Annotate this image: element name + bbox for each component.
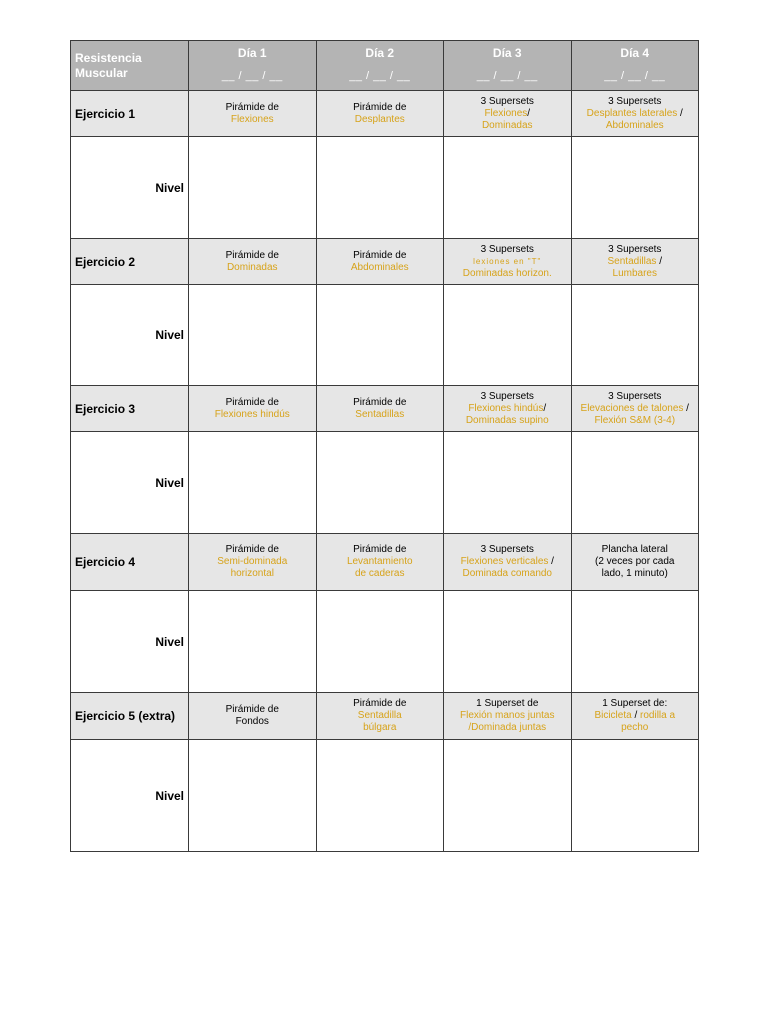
level-label: Nivel [71,740,189,852]
level-input-cell-day-1[interactable] [189,137,317,239]
level-input-cell-day-3[interactable] [444,740,572,852]
day-4-name: Día 4 [620,45,650,60]
exercise-text: Pirámide de [225,704,279,715]
exercise-row [71,693,699,740]
exercise-name-text: Abdominales [350,261,409,273]
day-2-date: __ / __ / __ [349,69,411,82]
exercise-cell-line [317,710,444,722]
exercise-name-text: rodilla a [640,710,676,721]
level-input-cell-day-1[interactable] [189,740,317,852]
exercise-cell-line [444,403,571,415]
exercise-cell-day-4 [571,91,699,137]
exercise-cell-day-1 [189,534,317,591]
day-1-header [189,41,317,91]
exercise-cell-line [444,268,571,280]
exercise-text: Pirámide de [225,249,279,261]
exercise-cell-line [317,698,444,710]
exercise-cell-line [444,698,571,710]
exercise-name-text: Dominadas [481,119,533,131]
exercise-cell-line [444,722,571,734]
exercise-cell-line [572,120,699,132]
level-input-cell-day-1[interactable] [189,285,317,386]
routine-table [70,40,699,852]
exercise-cell-day-3 [444,91,572,137]
exercise-text: Pirámide de [353,101,407,113]
exercise-cell-line [444,710,571,722]
day-1-date: __ / __ / __ [221,69,283,82]
exercise-cell-line [317,409,444,421]
exercise-text: Pirámide de [225,544,279,555]
exercise-cell-day-4 [571,693,699,740]
exercise-cell-day-3 [444,239,572,285]
exercise-cell-line [444,108,571,120]
exercise-name-text: Bicicleta [594,710,632,721]
exercise-cell-line [572,96,699,108]
exercise-cell-line [317,262,444,274]
exercise-name-text: Flexiones hindús [468,402,544,414]
level-row [71,285,699,386]
exercise-cell-line [572,268,699,280]
exercise-name-text: lexiones en "T" [473,256,542,266]
exercise-cell-line [572,556,699,568]
exercise-cell-day-2 [316,534,444,591]
exercise-text: 3 Supersets [608,243,662,255]
exercise-text: (2 veces por cada [595,556,675,567]
exercise-name-text: Desplantes [354,113,405,125]
exercise-name-text: Flexión S&M (3-4) [594,414,676,426]
exercise-label: Ejercicio 2 [71,239,189,285]
exercise-text: 3 Supersets [480,95,534,107]
exercise-row [71,534,699,591]
exercise-name-text: /Dominada juntas [468,722,547,733]
exercise-text: / [683,402,689,414]
exercise-cell-line [572,698,699,710]
day-2-header [316,41,444,91]
day-3-name: Día 3 [492,45,522,60]
level-input-cell-day-3[interactable] [444,285,572,386]
exercise-label: Ejercicio 3 [71,386,189,432]
exercise-cell-line [189,704,316,716]
level-row [71,432,699,534]
table-title-line-2: Muscular [75,65,128,80]
exercise-cell-line [189,397,316,409]
exercise-cell-line [444,96,571,108]
exercise-name-text: Abdominales [605,119,664,131]
day-1-name: Día 1 [237,45,267,60]
header-row [71,41,699,91]
exercise-text: 3 Supersets [608,95,662,107]
exercise-cell-day-1 [189,693,317,740]
exercise-cell-line [317,397,444,409]
exercise-label: Ejercicio 1 [71,91,189,137]
exercise-text: / [677,107,683,119]
exercise-text: 3 Supersets [608,390,662,402]
level-label: Nivel [71,432,189,534]
exercise-label: Ejercicio 4 [71,534,189,591]
level-input-cell-day-4[interactable] [571,137,699,239]
exercise-cell-line [572,256,699,268]
exercise-text: Pirámide de [353,249,407,261]
exercise-text: Plancha lateral [601,544,668,555]
exercise-name-text: Flexiones [230,113,274,125]
exercise-cell-day-2 [316,386,444,432]
exercise-name-text: búlgara [363,722,397,733]
exercise-text: / [543,402,547,414]
exercise-name-text: horizontal [230,568,274,579]
exercise-cell-day-2 [316,239,444,285]
exercise-cell-day-3 [444,386,572,432]
exercise-cell-line [572,568,699,580]
exercise-cell-day-1 [189,386,317,432]
exercise-cell-line [572,244,699,256]
exercise-name-text: Desplantes laterales [586,107,678,119]
exercise-cell-line [444,544,571,556]
exercise-name-text: Sentadilla [357,710,402,721]
exercise-cell-line [317,722,444,734]
level-input-cell-day-2[interactable] [316,740,444,852]
level-row [71,740,699,852]
exercise-cell-line [189,544,316,556]
exercise-name-text: Flexión manos juntas [460,710,555,721]
exercise-cell-line [317,568,444,580]
exercise-name-text: Dominadas supino [465,414,549,426]
day-4-date: __ / __ / __ [604,69,666,82]
exercise-cell-day-3 [444,534,572,591]
exercise-label: Ejercicio 5 (extra) [71,693,189,740]
level-input-cell-day-2[interactable] [316,591,444,693]
exercise-row [71,239,699,285]
exercise-cell-line [444,256,571,268]
exercise-cell-day-2 [316,91,444,137]
exercise-cell-day-1 [189,239,317,285]
level-label: Nivel [71,591,189,693]
level-input-cell-day-4[interactable] [571,432,699,534]
level-input-cell-day-3[interactable] [444,591,572,693]
exercise-cell-day-3 [444,693,572,740]
exercise-name-text: de caderas [355,568,405,579]
exercise-name-text: Lumbares [612,267,657,279]
exercise-cell-line [444,244,571,256]
exercise-text: Pirámide de [225,396,279,408]
exercise-text: / [527,107,531,119]
exercise-name-text: Flexiones hindús [214,408,290,420]
exercise-cell-line [572,722,699,734]
exercise-text: Pirámide de [353,698,407,709]
exercise-cell-line [317,556,444,568]
exercise-cell-line [189,556,316,568]
level-label: Nivel [71,137,189,239]
exercise-cell-line [572,710,699,722]
exercise-text: Fondos [235,716,269,727]
level-row [71,137,699,239]
exercise-name-text: Semi-dominada [217,556,288,567]
exercise-cell-line [572,108,699,120]
exercise-name-text: Flexiones verticales [460,556,549,567]
exercise-cell-line [189,114,316,126]
exercise-cell-line [189,716,316,728]
exercise-cell-day-2 [316,693,444,740]
exercise-name-text: pecho [621,722,649,733]
level-input-cell-day-4[interactable] [571,285,699,386]
exercise-text: 1 Superset de: [602,698,668,709]
day-4-header [571,41,699,91]
exercise-text: / [631,710,641,721]
exercise-text: 3 Supersets [480,390,534,402]
exercise-cell-line [572,415,699,427]
table-title [71,41,189,91]
exercise-row [71,386,699,432]
exercise-cell-day-4 [571,239,699,285]
exercise-cell-line [189,568,316,580]
exercise-name-text: Sentadillas [355,408,405,420]
level-input-cell-day-2[interactable] [316,285,444,386]
exercise-text: / [548,556,554,567]
exercise-text: Pirámide de [225,101,279,113]
exercise-cell-line [444,415,571,427]
day-3-header [444,41,572,91]
exercise-name-text: Dominadas [226,261,278,273]
exercise-cell-line [444,391,571,403]
day-3-date: __ / __ / __ [476,69,538,82]
level-input-cell-day-1[interactable] [189,591,317,693]
exercise-cell-line [189,409,316,421]
exercise-cell-line [317,544,444,556]
exercise-name-text: Dominada comando [462,568,552,579]
exercise-cell-line [572,391,699,403]
exercise-text: Pirámide de [353,544,407,555]
exercise-cell-line [189,250,316,262]
exercise-name-text: Elevaciones de talones [580,402,684,414]
exercise-cell-day-1 [189,91,317,137]
exercise-cell-line [317,102,444,114]
exercise-text: 3 Supersets [480,544,534,555]
exercise-cell-line [317,250,444,262]
exercise-name-text: Dominadas horizon. [462,267,552,279]
level-input-cell-day-3[interactable] [444,137,572,239]
exercise-name-text: Levantamiento [346,556,413,567]
exercise-text: 3 Supersets [480,243,534,255]
exercise-cell-day-4 [571,534,699,591]
level-input-cell-day-1[interactable] [189,432,317,534]
exercise-cell-line [317,114,444,126]
exercise-cell-line [444,568,571,580]
day-2-name: Día 2 [365,45,395,60]
table-title-line-1: Resistencia [75,50,142,65]
exercise-text: Pirámide de [353,396,407,408]
exercise-text: / [656,255,662,267]
exercise-text: lado, 1 minuto) [601,568,668,579]
exercise-cell-line [189,262,316,274]
exercise-text: 1 Superset de [476,698,539,709]
exercise-cell-line [444,120,571,132]
exercise-cell-line [572,403,699,415]
exercise-cell-day-4 [571,386,699,432]
level-input-cell-day-2[interactable] [316,432,444,534]
exercise-row [71,91,699,137]
level-input-cell-day-3[interactable] [444,432,572,534]
level-input-cell-day-2[interactable] [316,137,444,239]
level-row [71,591,699,693]
exercise-cell-line [572,544,699,556]
exercise-cell-line [444,556,571,568]
exercise-name-text: Flexiones [484,107,528,119]
exercise-name-text: Sentadillas [607,255,657,267]
level-label: Nivel [71,285,189,386]
exercise-cell-line [189,102,316,114]
level-input-cell-day-4[interactable] [571,740,699,852]
level-input-cell-day-4[interactable] [571,591,699,693]
